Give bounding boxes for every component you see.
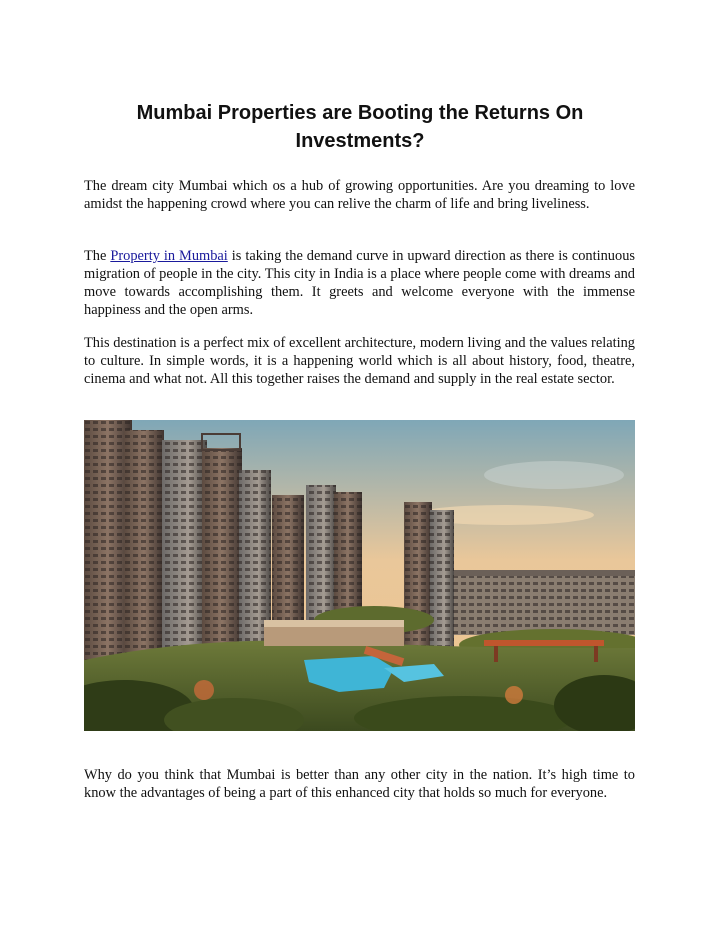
property-photo bbox=[84, 420, 635, 731]
property-in-mumbai-link[interactable]: Property in Mumbai bbox=[110, 248, 228, 264]
paragraph-property-before-link: The bbox=[84, 248, 111, 264]
paragraph-property-after-link: is taking the demand curve in upward direction as there is continuous migration of people in the city. This city in India is a place where people come with dreams and move towards accomplishing them. It greets and welcome everyone with the immense happiness and the open arms. bbox=[84, 248, 635, 318]
paragraph-why-mumbai: Why do you think that Mumbai is better than any other city in the nation. It’s high time to know the advantages of being a part of this enhanced city that holds so much for everyone. bbox=[84, 767, 635, 801]
paragraph-destination: This destination is a perfect mix of excellent architecture, modern living and the values relating to culture. In simple words, it is a happening world which is all about history, food, theatre, cinema and what not. All this together raises the demand and supply in the real estate sector. bbox=[84, 335, 635, 387]
paragraph-property bbox=[84, 247, 635, 319]
page-title: Mumbai Properties are Booting the Returns On Investments? bbox=[136, 102, 584, 152]
residential-towers-image bbox=[84, 420, 635, 731]
paragraph-intro: The dream city Mumbai which os a hub of growing opportunities. Are you dreaming to love amidst the happening crowd where you can relive the charm of life and bring liveliness. bbox=[84, 178, 635, 212]
